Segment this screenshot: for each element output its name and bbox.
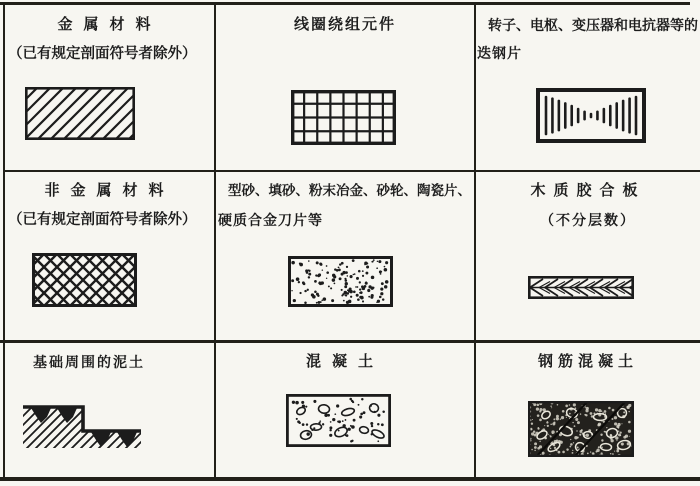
material-note: （已有规定剖面符号者除外）	[8, 46, 197, 62]
material-note: 迭钢片	[477, 45, 522, 61]
nonmetal-crosshatch-icon	[32, 253, 137, 307]
material-note: （不分层数）	[540, 212, 636, 228]
material-title: 转子、电枢、变压器和电抗器等的	[488, 17, 698, 33]
cell-nonmetal-materials	[5, 172, 214, 340]
reinforced-concrete-icon	[528, 401, 634, 457]
material-title: 木质胶合板	[530, 182, 646, 199]
soil-steps-icon	[19, 393, 143, 453]
wood-grain-icon	[528, 276, 634, 299]
material-title: 型砂、填砂、粉末冶金、砂轮、陶瓷片、	[228, 183, 471, 198]
material-title: 线圈绕组元件	[293, 16, 396, 33]
material-note: 硬质合金刀片等	[218, 212, 323, 228]
material-title: 非金属材料	[44, 182, 175, 199]
material-title: 基础周围的泥土	[33, 354, 145, 370]
material-title: 金属材料	[57, 16, 162, 33]
table-border-top	[0, 2, 690, 5]
cell-metal-materials	[5, 6, 214, 170]
cell-laminated-steel	[476, 6, 700, 170]
metal-diagonal-hatch-icon	[25, 87, 135, 140]
coil-grid-icon	[291, 90, 396, 145]
sand-stipple-icon	[288, 256, 393, 307]
cell-concrete	[216, 343, 474, 477]
material-note: （已有规定剖面符号者除外）	[8, 212, 197, 228]
cell-coil-winding	[216, 6, 474, 170]
cell-plywood	[476, 172, 700, 340]
lamination-bars-icon	[536, 88, 646, 143]
cell-molding-sand	[216, 172, 474, 340]
cell-foundation-soil	[5, 343, 214, 477]
material-title: 混凝土	[305, 353, 384, 370]
concrete-pebbles-icon	[286, 394, 391, 447]
material-title: 钢筋混凝土	[537, 353, 638, 370]
table-border-bottom	[0, 477, 700, 481]
cell-reinforced-concrete	[476, 343, 700, 477]
